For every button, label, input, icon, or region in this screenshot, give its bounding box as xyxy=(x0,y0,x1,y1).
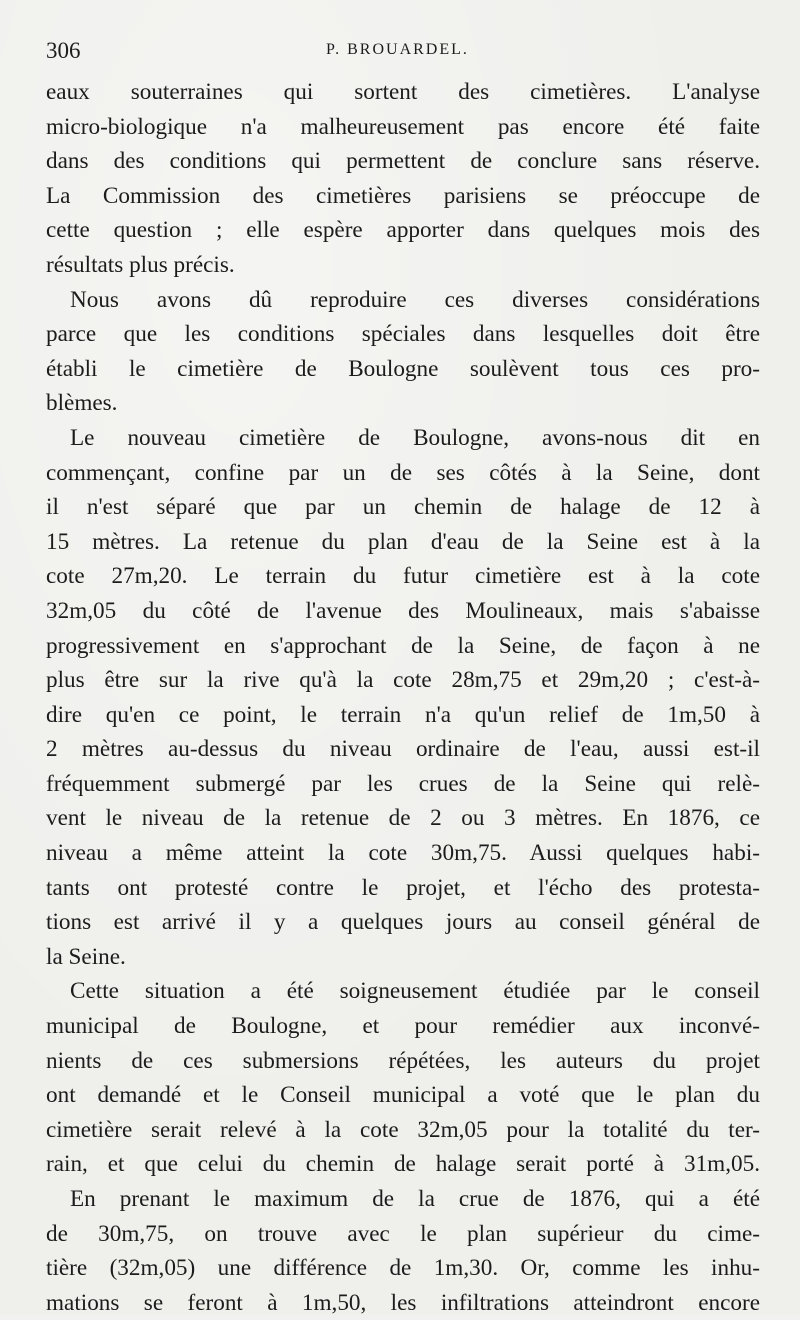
text-line: municipal de Boulogne, et pour remédier aux inconvé- xyxy=(46,1013,760,1040)
text-line: Le nouveau cimetière de Boulogne, avons-nous dit en xyxy=(70,424,760,451)
text-line: ont demandé et le Conseil municipal a voté que le plan du xyxy=(46,1082,760,1109)
text-line: fréquemment submergé par les crues de la Seine qui relè- xyxy=(46,770,760,797)
text-line: En prenant le maximum de la crue de 1876, qui a été xyxy=(70,1186,760,1212)
text-line: 2 mètres au-dessus du niveau ordinaire de l'eau, aussi est-il xyxy=(46,736,760,763)
text-line: Nous avons dû reproduire ces diverses considérations xyxy=(70,286,760,313)
text-line: tions est arrivé il y a quelques jours au conseil général de xyxy=(46,909,760,936)
text-line: micro-biologique n'a malheureusement pas encore été faite xyxy=(46,113,760,140)
text-line: cote 27m,20. Le terrain du futur cimetière est à la cote xyxy=(46,563,760,590)
text-line: La Commission des cimetières parisiens se préoccupe de xyxy=(46,182,760,209)
text-line: Cette situation a été soigneusement étudiée par le conseil xyxy=(70,978,760,1005)
text-line: tants ont protesté contre le projet, et l'écho des protesta- xyxy=(46,874,760,901)
text-line: mations se feront à 1m,50, les infiltrations atteindront encore xyxy=(46,1289,760,1316)
text-line: vent le niveau de la retenue de 2 ou 3 mètres. En 1876, ce xyxy=(46,805,760,832)
page-header xyxy=(46,36,766,66)
running-head: P. BROUARDEL. xyxy=(326,41,469,58)
body-text xyxy=(46,75,760,1320)
text-line: cimetière serait relevé à la cote 32m,05 pour la totalité du ter- xyxy=(46,1116,760,1143)
text-line: rain, et que celui du chemin de halage serait porté à 31m,05. xyxy=(46,1151,760,1178)
text-line: 32m,05 du côté de l'avenue des Moulineaux, mais s'abaisse xyxy=(46,597,760,624)
text-line: de 30m,75, on trouve avec le plan supérieur du cime- xyxy=(46,1220,760,1247)
text-line: blèmes. xyxy=(46,390,118,417)
page-number: 306 xyxy=(46,38,81,63)
text-line: 15 mètres. La retenue du plan d'eau de la Seine est à la xyxy=(46,528,760,555)
text-line: cette question ; elle espère apporter dans quelques mois des xyxy=(46,217,760,244)
text-line: nients de ces submersions répétées, les auteurs du projet xyxy=(46,1047,760,1074)
text-line: plus être sur la rive qu'à la cote 28m,75 et 29m,20 ; c'est-à- xyxy=(46,667,760,694)
text-line: commençant, confine par un de ses côtés à la Seine, dont xyxy=(46,459,760,486)
text-line: progressivement en s'approchant de la Seine, de façon à ne xyxy=(46,632,760,659)
text-line: tière (32m,05) une différence de 1m,30. Or, comme les inhu- xyxy=(46,1255,760,1282)
text-line: il n'est séparé que par un chemin de halage de 12 à xyxy=(46,494,760,521)
text-line: niveau a même atteint la cote 30m,75. Aussi quelques habi- xyxy=(46,840,760,867)
text-line: parce que les conditions spéciales dans lesquelles doit être xyxy=(46,321,760,348)
text-line: la Seine. xyxy=(46,943,126,970)
text-line: établi le cimetière de Boulogne soulèvent tous ces pro- xyxy=(46,355,760,382)
text-line: résultats plus précis. xyxy=(46,251,235,278)
text-line: dire qu'en ce point, le terrain n'a qu'un relief de 1m,50 à xyxy=(46,701,760,728)
text-line: eaux souterraines qui sortent des cimetières. L'analyse xyxy=(46,79,760,105)
text-line: dans des conditions qui permettent de conclure sans réserve. xyxy=(46,148,760,175)
